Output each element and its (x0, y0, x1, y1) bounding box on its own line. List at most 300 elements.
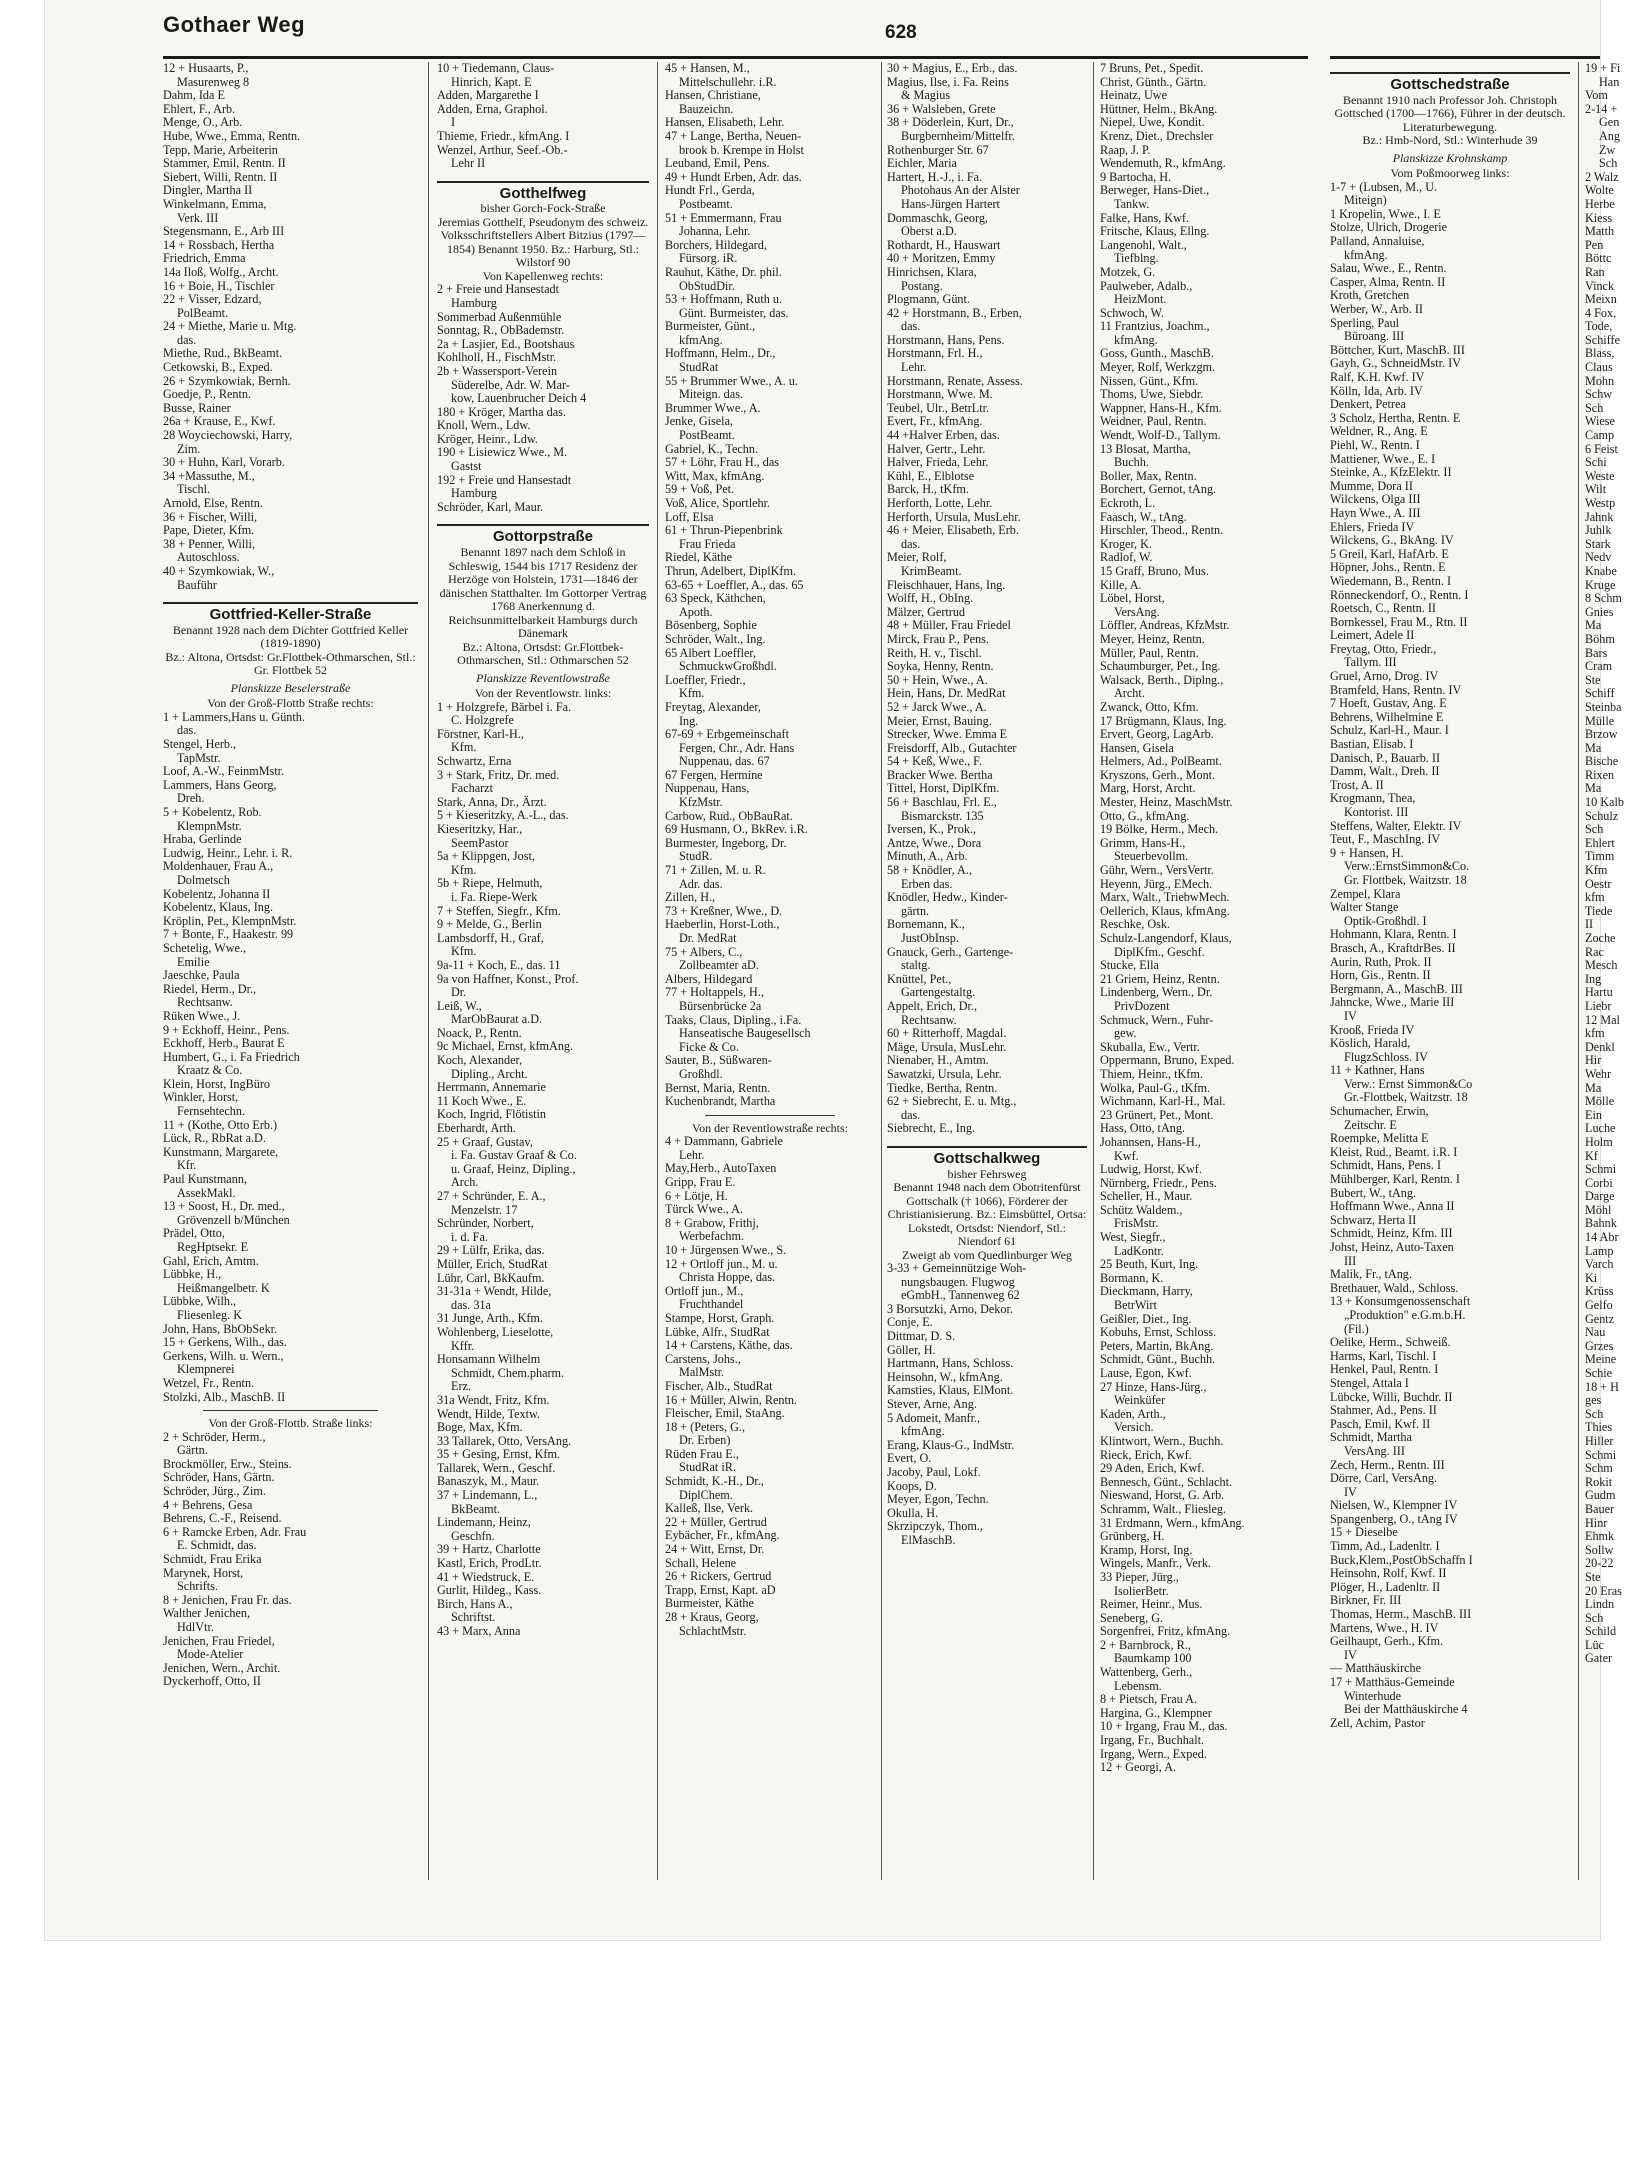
directory-entry: Apoth. (679, 604, 713, 619)
directory-entry: Dipling., Archt. (451, 1066, 528, 1081)
directory-entry: Stengel, Attala I (1330, 1375, 1409, 1390)
directory-entry: Stever, Arne, Ang. (887, 1396, 977, 1411)
directory-entry: Kfm. (451, 944, 477, 959)
directory-entry: Stolzki, Alb., MaschB. II (163, 1389, 286, 1404)
directory-entry: Oelike, Herm., Schweiß. (1330, 1335, 1451, 1350)
directory-entry: Reith, H. v., Tischl. (887, 645, 982, 660)
directory-entry: Walther Jenichen, (163, 1606, 251, 1621)
directory-entry: Hirschler, Theod., Rentn. (1100, 523, 1224, 538)
directory-entry: Jacoby, Paul, Lokf. (887, 1464, 981, 1479)
directory-entry: Schall, Helene (665, 1555, 737, 1570)
directory-entry: — Matthäuskirche (1330, 1661, 1422, 1676)
directory-entry: Reimer, Heinr., Mus. (1100, 1597, 1203, 1612)
directory-entry: Lindenberg, Wern., Dr. (1100, 985, 1213, 1000)
directory-entry: Kamsties, Klaus, ElMont. (887, 1383, 1014, 1398)
directory-entry: 36 + Walsleben, Grete (887, 101, 996, 116)
directory-entry: 42 + Horstmann, B., Erben, (887, 305, 1022, 320)
directory-entry: 3 Scholz, Hertha, Rentn. E (1330, 410, 1461, 425)
directory-entry: Krogmann, Thea, (1330, 791, 1416, 806)
directory-entry: 4 + Dammann, Gabriele (665, 1134, 783, 1149)
directory-entry: Skuballa, Ew., Vertr. (1100, 1039, 1200, 1054)
directory-entry: Meyer, Heinz, Rentn. (1100, 631, 1205, 646)
directory-entry: Rechtsanw. (901, 1012, 957, 1027)
directory-entry: Grzes (1585, 1338, 1614, 1353)
directory-entry: Niepel, Uwe, Kondit. (1100, 115, 1205, 130)
directory-entry: Kobelentz, Klaus, Ing. (163, 900, 273, 915)
directory-entry: Großhdl. (679, 1066, 723, 1081)
directory-entry: 30 + Magius, E., Erb., das. (887, 61, 1018, 75)
directory-entry: Schröder, Hans, Gärtn. (163, 1470, 275, 1485)
directory-entry: Camp (1585, 428, 1615, 443)
directory-entry: Rechtsanw. (177, 995, 233, 1010)
directory-entry: Hir (1585, 1053, 1602, 1068)
directory-entry: MalMstr. (679, 1365, 725, 1380)
directory-entry: 9a von Haffner, Konst., Prof. (437, 971, 579, 986)
directory-entry: Helmers, Ad., PolBeamt. (1100, 754, 1222, 769)
directory-entry: 16 + Müller, Alwin, Rentn. (665, 1392, 797, 1407)
directory-entry: Boge, Max, Kfm. (437, 1420, 523, 1435)
directory-entry: Thiem, Heinr., tKfm. (1100, 1066, 1203, 1081)
directory-entry: Kröger, Heinr., Ldw. (437, 431, 538, 446)
directory-entry: staltg. (901, 958, 931, 973)
directory-entry: Marg, Horst, Archt. (1100, 781, 1196, 796)
directory-entry: Löbel, Horst, (1100, 591, 1165, 606)
directory-entry: Ma (1585, 740, 1602, 755)
directory-entry: Ki (1585, 1270, 1598, 1285)
directory-entry: StudRat iR. (679, 1460, 736, 1475)
directory-entry: Ficke & Co. (679, 1039, 739, 1054)
directory-entry: 22 + Müller, Gertrud (665, 1514, 767, 1529)
directory-entry: Bernst, Maria, Rentn. (665, 1080, 771, 1095)
directory-entry: Kiess (1585, 210, 1613, 225)
page-header (45, 0, 1600, 60)
directory-entry: Wendt, Hilde, Textw. (437, 1406, 541, 1421)
directory-entry: Bauer (1585, 1501, 1615, 1516)
directory-entry: ObStudDir. (679, 278, 735, 293)
directory-entry: 58 + Knödler, A., (887, 863, 972, 878)
directory-entry: 22 + Visser, Edzard, (163, 292, 262, 307)
directory-entry: Kontorist. III (1344, 805, 1409, 819)
directory-entry: Nuppenau, Hans, (665, 781, 750, 796)
directory-entry: PolBeamt. (177, 305, 229, 320)
directory-entry: Johannsen, Hans-H., (1100, 1134, 1201, 1149)
directory-entry: Schiff (1585, 686, 1615, 701)
directory-entry: 4 + Behrens, Gesa (163, 1497, 253, 1512)
directory-entry: Hanseatische Baugesellsch (679, 1026, 811, 1041)
directory-entry: 8 + Grabow, Frithj, (665, 1215, 759, 1230)
directory-entry: 27 + Schründer, E. A., (437, 1189, 546, 1203)
directory-entry: Mäge, Ursula, MusLehr. (887, 1039, 1007, 1054)
directory-entry: Weinküfer (1114, 1393, 1166, 1408)
directory-entry: „Produktion" e.G.m.b.H. (1344, 1307, 1466, 1322)
directory-entry: 10 Kalb (1585, 795, 1624, 810)
directory-entry: Fischer, Alb., StudRat (665, 1378, 773, 1393)
directory-entry: Fliesenleg. K (177, 1307, 242, 1322)
directory-entry: 67-69 + Erbgemeinschaft (665, 727, 789, 742)
directory-entry: Klempnerei (177, 1362, 235, 1377)
directory-entry: Sonntag, R., ObBademstr. (437, 323, 565, 338)
directory-entry: Wappner, Hans-H., Kfm. (1100, 400, 1222, 415)
directory-entry: Gayh, G., SchneidMstr. IV (1330, 356, 1462, 371)
directory-entry: 5 Adomeit, Manfr., (887, 1410, 981, 1425)
directory-entry: Brasch, A., KraftdrBes. II (1330, 940, 1456, 955)
directory-entry: Werber, W., Arb. II (1330, 302, 1423, 317)
directory-entry: Fergen, Chr., Adr. Hans (679, 740, 795, 755)
directory-entry: Hartmann, Hans, Schloss. (887, 1356, 1014, 1371)
column-1 (163, 62, 418, 1880)
column-2 (437, 62, 649, 1880)
directory-entry: 2 Walz (1585, 169, 1619, 184)
directory-entry: Winkler, Horst, (163, 1090, 239, 1105)
directory-entry: Evert, Fr., kfmAng. (887, 414, 983, 429)
directory-entry: Mühlberger, Karl, Rentn. I (1330, 1172, 1460, 1187)
directory-entry: Tittel, Horst, DiplKfm. (887, 781, 1000, 796)
directory-entry: Sorgenfrei, Fritz, kfmAng. (1100, 1624, 1231, 1639)
column-4 (887, 62, 1087, 1880)
directory-entry: Erben das. (901, 876, 953, 891)
directory-entry: Vinck (1585, 278, 1615, 293)
directory-entry: Johst, Heinz, Auto-Taxen (1330, 1240, 1454, 1254)
directory-entry: Liebr (1585, 998, 1612, 1013)
directory-entry: 6 Feist (1585, 441, 1618, 456)
directory-entry: Nau (1585, 1325, 1606, 1340)
directory-entry: Voß, Alice, Sportlehr. (665, 496, 771, 510)
directory-entry: Nienaber, H., Amtm. (887, 1053, 989, 1068)
directory-entry: Bahnk (1585, 1216, 1617, 1231)
directory-entry: Tode, (1585, 319, 1613, 334)
directory-entry: Halver, Frieda, Lehr. (887, 455, 989, 470)
directory-entry: 25 Beuth, Kurt, Ing. (1100, 1257, 1199, 1272)
directory-entry: 3-33 + Gemeinnützige Woh- (887, 1261, 1027, 1275)
directory-entry: Plogmann, Günt. (887, 292, 970, 307)
directory-entry: Han (1599, 74, 1620, 89)
directory-entry: Schmidt, K.-H., Dr., (665, 1474, 764, 1489)
directory-entry: E. Schmidt, das. (177, 1538, 257, 1553)
directory-entry: Peters, Martin, BkAng. (1100, 1338, 1214, 1353)
directory-entry: Gudm (1585, 1488, 1616, 1503)
directory-entry: Pen (1585, 237, 1604, 252)
directory-entry: Piehl, W., Rentn. I (1330, 437, 1420, 452)
directory-entry: Dreh. (177, 791, 205, 806)
directory-entry: Jenichen, Wern., Archit. (163, 1660, 281, 1675)
directory-entry: Kfm. (679, 686, 705, 701)
directory-entry: Burmester, Ingeborg, Dr. (665, 835, 787, 850)
column-7-partial (1585, 62, 1645, 1880)
directory-entry: 23 Grünert, Pet., Mont. (1100, 1107, 1214, 1122)
directory-entry: 56 + Baschlau, Frl. E., (887, 795, 997, 810)
directory-entry: Horstmann, Renate, Assess. (887, 373, 1023, 388)
directory-entry: Sperling, Paul (1330, 315, 1400, 330)
directory-entry: i. Fa. Gustav Graaf & Co. (451, 1148, 577, 1163)
directory-entry: Masurenweg 8 (177, 74, 250, 89)
directory-entry: DiplChem. (679, 1487, 733, 1502)
directory-entry: Hinrichsen, Klara, (887, 264, 977, 279)
directory-entry: Kuchenbrandt, Martha (665, 1094, 776, 1109)
directory-entry: Koops, D. (887, 1478, 937, 1493)
directory-entry: PostBeamt. (679, 428, 735, 443)
directory-entry: Schiffe (1585, 332, 1620, 347)
directory-entry: Kühl, E., Elblotse (887, 468, 974, 483)
directory-entry: Menge, O., Arb. (163, 115, 243, 130)
directory-entry: Lambsdorff, H., Graf, (437, 930, 544, 945)
directory-entry: Geißler, Diet., Ing. (1100, 1311, 1192, 1326)
directory-entry: 26 + Szymkowiak, Bernh. (163, 373, 291, 388)
directory-entry: 49 + Hundt Erben, Adr. das. (665, 169, 802, 184)
directory-entry: Bauführ (177, 577, 217, 592)
directory-entry: Hansen, Elisabeth, Lehr. (665, 115, 785, 130)
directory-entry: Weste (1585, 468, 1615, 483)
directory-entry: Teubel, Ulr., BetrLtr. (887, 400, 990, 415)
directory-entry: Palland, Annaluise, (1330, 234, 1425, 249)
directory-entry: Leimert, Adele II (1330, 628, 1415, 643)
directory-entry: Leiß, W., (437, 998, 482, 1013)
directory-entry: Kfr. (177, 1158, 197, 1173)
directory-entry: Nissen, Günt., Kfm. (1100, 373, 1199, 388)
directory-entry: Kunstmann, Margarete, (163, 1144, 279, 1159)
directory-entry: Kraatz & Co. (177, 1063, 243, 1078)
directory-entry: Steffens, Walter, Elektr. IV (1330, 818, 1462, 833)
directory-entry: Tepp, Marie, Arbeiterin (163, 142, 278, 157)
directory-entry: Ehlers, Frieda IV (1330, 519, 1415, 534)
directory-entry: kfm (1585, 890, 1605, 905)
directory-entry: Zempel, Klara (1330, 886, 1401, 901)
directory-entry: Schröder, Jürg., Zim. (163, 1484, 266, 1498)
directory-entry: Evert, O. (887, 1451, 932, 1466)
directory-entry: 9 Bartocha, H. (1100, 169, 1172, 184)
directory-entry: Tallarek, Wern., Geschf. (437, 1460, 556, 1475)
directory-entry: Erz. (451, 1379, 471, 1394)
directory-entry: Blass, (1585, 346, 1615, 361)
directory-entry: Gühr, Wern., VersVertr. (1100, 863, 1214, 878)
directory-entry: Kaden, Arth., (1100, 1406, 1166, 1421)
directory-entry: HdlVtr. (177, 1619, 214, 1634)
section-divider (705, 1115, 835, 1116)
directory-entry: 38 + Döderlein, Kurt, Dr., (887, 115, 1014, 130)
directory-entry: Wingels, Manfr., Verk. (1100, 1556, 1211, 1571)
directory-entry: Verk. III (177, 210, 219, 225)
directory-entry: Winkelmann, Emma, (163, 196, 267, 211)
directory-entry: Türck Wwe., A. (665, 1202, 743, 1217)
directory-entry: Hundt Frl., Gerda, (665, 183, 755, 198)
directory-entry: 12 + Ortloff jun., M. u. (665, 1256, 778, 1271)
directory-entry: Göller, H. (887, 1342, 936, 1357)
directory-entry: Tiede (1585, 903, 1613, 918)
directory-entry: Rauhut, Käthe, Dr. phil. (665, 264, 782, 279)
directory-entry: Wolka, Paul-G., tKfm. (1100, 1080, 1211, 1095)
directory-entry: Ralf, K.H. Kwf. IV (1330, 370, 1425, 384)
directory-entry: LadKontr. (1114, 1243, 1164, 1258)
column-divider (428, 62, 429, 1880)
directory-entry: Wilckens, Olga III (1330, 492, 1421, 507)
directory-entry: Schm (1585, 1461, 1613, 1476)
directory-entry: Miteign. das. (679, 387, 743, 402)
directory-entry: Brummer Wwe., A. (665, 400, 761, 415)
directory-entry: Ang (1599, 128, 1620, 143)
directory-entry: Malik, Fr., tAng. (1330, 1267, 1412, 1282)
directory-entry: Böhm (1585, 631, 1615, 646)
directory-entry: Zech, Herm., Rentn. III (1330, 1457, 1445, 1472)
directory-entry: 2 + Schröder, Herm., (163, 1429, 266, 1444)
directory-entry: 29 Aden, Erich, Kwf. (1100, 1461, 1205, 1476)
directory-entry: 36 + Fischer, Willi, (163, 509, 258, 524)
directory-entry: 45 + Hansen, M., (665, 61, 750, 75)
directory-entry: Kieseritzky, Har., (437, 821, 523, 836)
directory-entry: das. (177, 723, 197, 738)
directory-entry: 10 + Tiedemann, Claus- (437, 61, 555, 75)
directory-entry: 17 Brügmann, Klaus, Ing. (1100, 713, 1227, 728)
directory-entry: Bornemann, K., (887, 917, 965, 932)
directory-entry: 11 Koch Wwe., E. (437, 1093, 527, 1108)
directory-entry: 24 + Miethe, Marie u. Mtg. (163, 319, 297, 334)
directory-entry: Mirck, Frau P., Pens. (887, 631, 989, 646)
directory-entry: Wiese (1585, 414, 1615, 429)
directory-entry: Hass, Otto, tAng. (1100, 1121, 1185, 1136)
street-side-label: Zweigt ab vom Quedlinburger Weg (902, 1247, 1072, 1262)
directory-entry: Okulla, H. (887, 1505, 939, 1520)
directory-entry: Damm, Walt., Dreh. II (1330, 764, 1440, 779)
directory-entry: Riedel, Käthe (665, 550, 733, 565)
directory-entry: BetrWirt (1114, 1298, 1157, 1313)
directory-entry: Holm (1585, 1134, 1613, 1149)
directory-entry: Jenke, Gisela, (665, 414, 734, 429)
directory-entry: das. 31a (451, 1297, 491, 1312)
directory-entry: Fleischhauer, Hans, Ing. (887, 577, 1006, 592)
directory-entry: Postbeamt. (679, 196, 733, 211)
directory-entry: Schwartz, Erna (437, 754, 512, 768)
directory-entry: 12 + Husaarts, P., (163, 61, 249, 75)
directory-entry: Horstmann, Wwe. M. (887, 387, 993, 402)
directory-entry: 19 + Fi (1585, 61, 1621, 75)
directory-entry: Ran (1585, 264, 1605, 279)
street-heading: Gottfried-Keller-Straße (163, 602, 418, 622)
directory-entry: Danisch, P., Bauarb. II (1330, 750, 1441, 765)
directory-entry: Hansen, Christiane, (665, 88, 761, 103)
directory-entry: Hoffmann Wwe., Anna II (1330, 1199, 1455, 1214)
street-admin-info: Benannt 1948 nach dem Obotritenfürst Gottschalk († 1066), Förderer der Christianisierung. Bz.: Eimsbüttel, Ortsa: Lokstedt, Ortsdst: Niendorf, Stl.: Niendorf 61 (887, 1180, 1087, 1248)
directory-entry: Lehr. (679, 1147, 705, 1162)
directory-entry: Oberst a.D. (901, 224, 957, 239)
directory-entry: Goss, Gunth., MaschB. (1100, 346, 1214, 361)
directory-entry: 6 + Ramcke Erben, Adr. Frau (163, 1524, 307, 1539)
directory-entry: Koch, Ingrid, Flötistin (437, 1107, 547, 1122)
directory-entry: Schmidt, Martha (1330, 1430, 1412, 1445)
directory-entry: Magius, Ilse, i. Fa. Reins (887, 74, 1009, 89)
directory-entry: Dr. (451, 985, 467, 1000)
directory-entry: Bramfeld, Hans, Rentn. IV (1330, 682, 1462, 697)
directory-entry: Hansen, Gisela (1100, 740, 1174, 755)
directory-entry: Jahncke, Wwe., Marie III (1330, 995, 1455, 1010)
directory-entry: Menzelstr. 17 (451, 1202, 518, 1217)
street-heading: Gotthelfweg (437, 181, 649, 201)
directory-entry: Fritsche, Klaus, Ellng. (1100, 224, 1210, 239)
directory-entry: 20 Eras (1585, 1583, 1622, 1598)
directory-page (45, 0, 1624, 1940)
directory-entry: Taaks, Claus, Dipling., i.Fa. (665, 1012, 802, 1027)
directory-entry: Arch. (451, 1175, 479, 1190)
directory-entry: Denkl (1585, 1039, 1615, 1054)
directory-entry: 11 + Kathner, Hans (1330, 1063, 1425, 1078)
directory-entry: Gärtn. (177, 1443, 208, 1458)
directory-entry: Archt. (1114, 686, 1145, 701)
directory-entry: Claus (1585, 360, 1613, 375)
directory-entry: Schmi (1585, 1162, 1617, 1177)
directory-entry: III (1344, 1253, 1357, 1268)
directory-entry: Autoschloss. (177, 550, 240, 565)
directory-entry: Birkner, Fr. III (1330, 1593, 1402, 1608)
directory-entry: 14 + Carstens, Käthe, das. (665, 1338, 793, 1353)
directory-entry: Gr.-Flottbek, Waitzstr. 18 (1344, 1090, 1468, 1105)
directory-entry: Herforth, Ursula, MusLehr. (887, 509, 1021, 524)
directory-entry: Nieswand, Horst, G. Arb. (1100, 1488, 1225, 1503)
directory-entry: Burmeister, Günt., (665, 319, 756, 334)
directory-entry: Weldner, R., Ang. E (1330, 424, 1428, 439)
directory-entry: 2 + Freie und Hansestadt (437, 282, 559, 297)
directory-entry: Barck, H., tKfm. (887, 482, 969, 497)
directory-entry: Meixn (1585, 292, 1617, 307)
directory-entry: Dingler, Martha II (163, 183, 253, 198)
directory-entry: Nuppenau, das. 67 (679, 754, 770, 769)
directory-entry: 35 + Gesing, Ernst, Kfm. (437, 1447, 560, 1462)
directory-entry: 67 Fergen, Hermine (665, 767, 763, 782)
directory-entry: Radlof, W. (1100, 550, 1153, 565)
directory-entry: 9 + Hansen, H. (1330, 845, 1404, 860)
directory-entry: Nedv (1585, 550, 1612, 565)
directory-entry: Ehlert, F., Arb. (163, 101, 236, 116)
street-side-label: Von der Reventlowstraße rechts: (691, 1120, 849, 1135)
directory-entry: Pape, Dieter, Kfm. (163, 523, 255, 538)
directory-entry: Mumme, Dora II (1330, 478, 1413, 493)
plan-sketch-ref: Planskizze Beselerstraße (230, 680, 351, 695)
directory-entry: Salau, Wwe., E., Rentn. (1330, 261, 1447, 276)
directory-entry: 55 + Brummer Wwe., A. u. (665, 373, 798, 388)
column-5 (1100, 62, 1312, 1880)
directory-entry: Postang. (901, 278, 943, 293)
directory-entry: Hamburg (451, 486, 497, 501)
directory-entry: Eberhardt, Arth. (437, 1121, 516, 1136)
directory-entry: FlugzSchloss. IV (1344, 1049, 1428, 1064)
directory-entry: Lübbke, H., (163, 1267, 222, 1282)
directory-entry: Hiller (1585, 1433, 1614, 1448)
directory-entry: Fleischer, Emil, StaAng. (665, 1406, 785, 1421)
directory-entry: Kölln, Ida, Arb. IV (1330, 383, 1423, 398)
directory-entry: Meine (1585, 1352, 1617, 1367)
directory-entry: Zw (1599, 142, 1616, 157)
street-history-note: bisher Gorch-Fock-Straße (480, 201, 606, 216)
directory-entry: TapMstr. (177, 750, 221, 765)
directory-entry: 3 + Stark, Fritz, Dr. med. (437, 767, 560, 782)
directory-entry: Behrens, C.-F., Reisend. (163, 1511, 282, 1526)
directory-entry: Hohmann, Klara, Rentn. I (1330, 927, 1457, 942)
directory-entry: Prädel, Otto, (163, 1226, 225, 1241)
directory-entry: Varch (1585, 1257, 1614, 1272)
directory-entry: IV (1344, 1008, 1357, 1023)
directory-entry: Walter Stange (1330, 900, 1399, 915)
directory-entry: KrimBeamt. (901, 563, 962, 578)
directory-entry: Bormann, K. (1100, 1270, 1164, 1285)
directory-entry: 14 Abr (1585, 1230, 1619, 1245)
directory-entry: Buck,Klem.,PostObSchaffn I (1330, 1552, 1473, 1567)
directory-entry: 180 + Kröger, Martha das. (437, 404, 566, 419)
directory-entry: Burgbernheim/Mittelfr. (901, 128, 1015, 143)
directory-entry: 25 + Graaf, Gustav, (437, 1134, 533, 1149)
directory-entry: 5a + Klippgen, Jost, (437, 849, 535, 864)
directory-entry: Kruge (1585, 577, 1616, 592)
directory-entry: Ehmk (1585, 1529, 1615, 1544)
directory-entry: Christ, Günth., Gärtn. (1100, 74, 1207, 89)
directory-entry: Gr. Flottbek, Waitzstr. 18 (1344, 872, 1467, 887)
directory-entry: Kwf. (1114, 1148, 1139, 1163)
directory-entry: 29 + Lülfr, Erika, das. (437, 1243, 545, 1258)
